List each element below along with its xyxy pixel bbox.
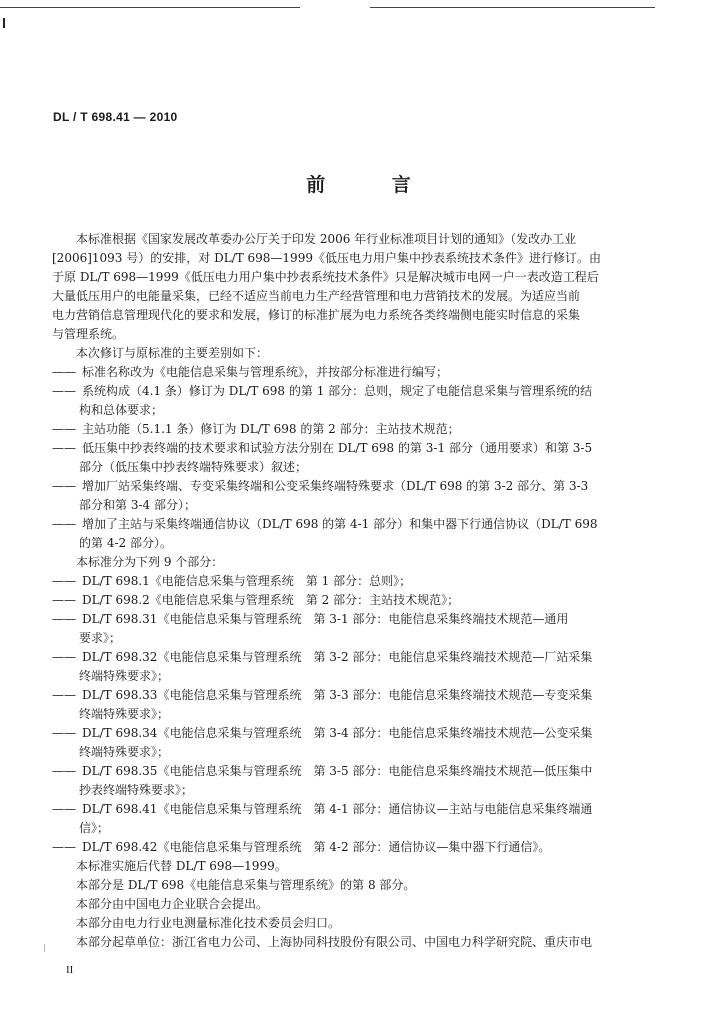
dash-bullet: —— (52, 764, 76, 778)
text-line (52, 876, 636, 895)
text-line (52, 458, 636, 477)
line-text: 于原 DL/T 698—1999《低压电力用户集中抄表系统技术条件》只是解决城市电网一户一表改造工程后 (52, 270, 599, 284)
dash-bullet: —— (52, 840, 76, 854)
list-item (52, 363, 636, 382)
line-text: 大量低压用户的电能量采集，已经不适应当前电力生产经营管理和电力营销技术的发展。为适应当前 (52, 289, 581, 303)
text-line (52, 781, 636, 800)
line-text: 抄表终端特殊要求》； (79, 783, 194, 797)
dash-bullet: —— (52, 365, 76, 379)
page-number: II (66, 964, 74, 976)
list-item (52, 420, 636, 439)
top-border-left (0, 7, 300, 8)
dash-bullet: —— (52, 802, 76, 816)
line-text: 主站功能（5.1.1 条）修订为 DL/T 698 的第 2 部分：主站技术规范； (82, 422, 460, 436)
text-line (52, 534, 636, 553)
line-text: DL/T 698.1《电能信息采集与管理系统 第 1 部分：总则》； (82, 574, 412, 588)
text-line (52, 249, 636, 268)
line-text: [2006]1093 号）的安排，对 DL/T 698—1999《低压电力用户集中抄表系统技术条件》进行修订。由 (52, 251, 601, 265)
line-text: 终端特殊要求》； (79, 669, 170, 683)
scan-edge-mark (3, 18, 5, 28)
line-text: DL/T 698.32《电能信息采集与管理系统 第 3-2 部分：电能信息采集终端技术规范—厂站采集 (82, 650, 593, 664)
line-text: DL/T 698.33《电能信息采集与管理系统 第 3-3 部分：电能信息采集终端技术规范—专变采集 (82, 688, 593, 702)
line-text: 本标准根据《国家发展改革委办公厅关于印发 2006 年行业标准项目计划的通知》（发改办工业 (76, 232, 577, 246)
line-text: DL/T 698.31《电能信息采集与管理系统 第 3-1 部分：电能信息采集终端技术规范—通用 (82, 612, 569, 626)
line-text: DL/T 698.34《电能信息采集与管理系统 第 3-4 部分：电能信息采集终端技术规范—公变采集 (82, 726, 593, 740)
line-text: DL/T 698.35《电能信息采集与管理系统 第 3-5 部分：电能信息采集终端技术规范—低压集中 (82, 764, 593, 778)
text-line (52, 857, 636, 876)
dash-bullet: —— (52, 726, 76, 740)
list-item (52, 572, 636, 591)
line-text: 的第 4-2 部分）。 (79, 536, 172, 550)
dash-bullet: —— (52, 688, 76, 702)
list-item (52, 591, 636, 610)
list-item (52, 724, 636, 743)
line-text: 电力营销信息管理现代化的要求和发展，修订的标准扩展为电力系统各类终端侧电能实时信息的采集 (52, 308, 581, 322)
text-line (52, 895, 636, 914)
line-text: DL/T 698.42《电能信息采集与管理系统 第 4-2 部分：通信协议—集中器下行通信》。 (82, 840, 551, 854)
line-text: 本次修订与原标准的主要差别如下： (76, 346, 269, 360)
text-line (52, 344, 636, 363)
dash-bullet: —— (52, 384, 76, 398)
dash-bullet: —— (52, 650, 76, 664)
text-line (52, 401, 636, 420)
dash-bullet: —— (52, 441, 76, 455)
list-item (52, 838, 636, 857)
line-text: 本标准实施后代替 DL/T 698—1999。 (76, 859, 287, 873)
list-item (52, 477, 636, 496)
text-line (52, 325, 636, 344)
top-border-right (370, 7, 655, 8)
line-text: 本部分由中国电力企业联合会提出。 (76, 897, 269, 911)
page-title: 前 言 (306, 174, 441, 196)
text-line (52, 667, 636, 686)
line-text: 本部分是 DL/T 698《电能信息采集与管理系统》的第 8 部分。 (76, 878, 416, 892)
line-text: 构和总体要求； (79, 403, 164, 417)
line-text: 本部分起草单位：浙江省电力公司、上海协同科技股份有限公司、中国电力科学研究院、重庆市电 (76, 935, 593, 949)
line-text: 本标准分为下列 9 个部分： (76, 555, 224, 569)
text-line (52, 705, 636, 724)
line-text: 本部分由电力行业电测量标准化技术委员会归口。 (76, 916, 341, 930)
list-item (52, 610, 636, 629)
line-text: 增加了主站与采集终端通信协议（DL/T 698 的第 4-1 部分）和集中器下行通信协议（DL/T 698 (82, 517, 598, 531)
line-text: 部分和第 3-4 部分）； (79, 498, 196, 512)
line-text: 系统构成（4.1 条）修订为 DL/T 698 的第 1 部分：总则，规定了电能信息采集与管理系统的结 (82, 384, 593, 398)
line-text: 要求》； (79, 631, 122, 645)
dash-bullet: —— (52, 612, 76, 626)
document-body (52, 230, 636, 952)
text-line (52, 268, 636, 287)
text-line (52, 629, 636, 648)
text-line (52, 553, 636, 572)
margin-mark (44, 944, 45, 952)
line-text: 标准名称改为《电能信息采集与管理系统》，并按部分标准进行编写； (82, 365, 449, 379)
line-text: 终端特殊要求》； (79, 707, 170, 721)
list-item (52, 762, 636, 781)
dash-bullet: —— (52, 574, 76, 588)
text-line (52, 496, 636, 515)
text-line (52, 743, 636, 762)
line-text: 部分（低压集中抄表终端特殊要求）叙述； (79, 460, 308, 474)
dash-bullet: —— (52, 422, 76, 436)
line-text: 与管理系统。 (52, 327, 125, 341)
text-line (52, 287, 636, 306)
list-item (52, 648, 636, 667)
line-text: DL/T 698.2《电能信息采集与管理系统 第 2 部分：主站技术规范》； (82, 593, 460, 607)
text-line (52, 230, 636, 249)
list-item (52, 800, 636, 819)
text-line (52, 819, 636, 838)
dash-bullet: —— (52, 479, 76, 493)
dash-bullet: —— (52, 593, 76, 607)
list-item (52, 382, 636, 401)
line-text: 终端特殊要求》； (79, 745, 170, 759)
line-text: 低压集中抄表终端的技术要求和试验方法分别在 DL/T 698 的第 3-1 部分（通用要求）和第 3-5 (82, 441, 593, 455)
text-line (52, 914, 636, 933)
list-item (52, 439, 636, 458)
text-line (52, 933, 636, 952)
text-line (52, 306, 636, 325)
line-text: 增加厂站采集终端、专变采集终端和公变采集终端特殊要求（DL/T 698 的第 3-2 部分、第 3-3 (82, 479, 589, 493)
list-item (52, 515, 636, 534)
line-text: 信》； (79, 821, 110, 835)
line-text: DL/T 698.41《电能信息采集与管理系统 第 4-1 部分：通信协议—主站与电能信息采集终端通 (82, 802, 593, 816)
list-item (52, 686, 636, 705)
standard-code: DL / T 698.41 — 2010 (53, 110, 178, 124)
dash-bullet: —— (52, 517, 76, 531)
